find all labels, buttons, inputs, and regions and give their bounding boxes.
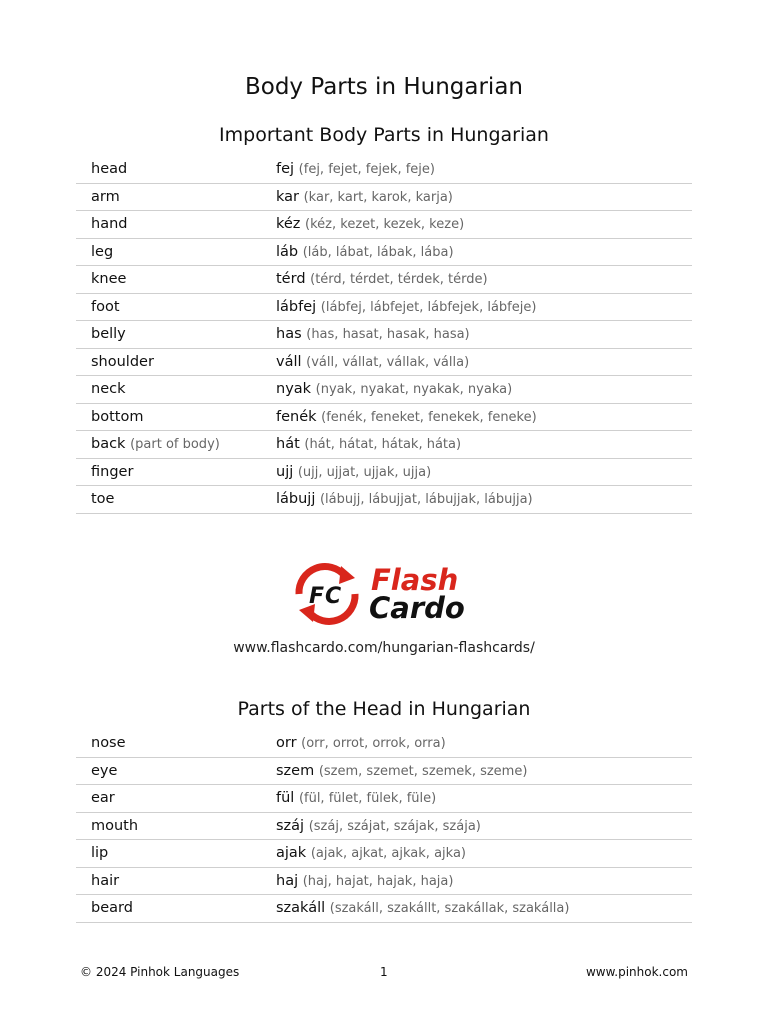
- english-word: hand: [91, 216, 128, 232]
- english-word: hair: [91, 872, 120, 889]
- hungarian-forms: (száj, szájat, szájak, szája): [308, 818, 481, 834]
- english-word: mouth: [91, 817, 139, 834]
- english-word: neck: [91, 381, 126, 397]
- page-title: Body Parts in Hungarian: [244, 74, 523, 100]
- english-cell: [91, 349, 154, 375]
- english-cell: [91, 321, 126, 347]
- english-word: ear: [91, 790, 115, 806]
- hungarian-word: lábujj: [276, 491, 316, 507]
- english-word: belly: [91, 326, 126, 342]
- table-row: [76, 895, 692, 923]
- english-word: lip: [91, 845, 109, 861]
- hungarian-word: haj: [276, 872, 299, 889]
- english-word: bottom: [91, 408, 144, 425]
- hungarian-forms: (szem, szemet, szemek, szeme): [318, 763, 528, 779]
- table-row: [76, 156, 692, 184]
- english-cell: [91, 459, 133, 485]
- english-cell: [91, 404, 143, 430]
- hungarian-forms: (haj, hajat, hajak, haja): [302, 873, 454, 889]
- hungarian-forms: (ujj, ujjat, ujjak, ujja): [297, 464, 432, 480]
- hungarian-forms: (has, hasat, hasak, hasa): [306, 327, 470, 342]
- hungarian-cell: [276, 730, 446, 757]
- footer-website[interactable]: www.pinhok.com: [585, 965, 688, 979]
- hungarian-word: szakáll: [276, 900, 326, 916]
- english-word: arm: [91, 188, 120, 205]
- english-word: back: [91, 436, 126, 452]
- hungarian-cell: [276, 294, 536, 321]
- hungarian-word: orr: [276, 735, 297, 751]
- flashcardo-arrows-icon: [289, 558, 365, 630]
- table-row: [76, 349, 692, 377]
- english-cell: [91, 376, 125, 402]
- table-row: [76, 486, 692, 514]
- hungarian-forms: (ajak, ajkat, ajkak, ajka): [310, 846, 466, 861]
- hungarian-word: has: [276, 326, 302, 342]
- table-row: [76, 266, 692, 294]
- table-row: [76, 294, 692, 322]
- english-word: head: [91, 161, 128, 177]
- english-word: shoulder: [91, 353, 154, 370]
- english-cell: [91, 266, 126, 292]
- hungarian-forms: (láb, lábat, lábak, lába): [302, 244, 454, 260]
- hungarian-word: térd: [276, 271, 306, 287]
- hungarian-word: kar: [276, 188, 299, 205]
- hungarian-forms: (hát, hátat, hátak, háta): [304, 437, 462, 452]
- logo-word-cardo: Cardo: [369, 591, 465, 625]
- flashcards-link[interactable]: www.flashcardo.com/hungarian-flashcards/: [233, 640, 535, 656]
- hungarian-forms: (térd, térdet, térdek, térde): [310, 272, 488, 287]
- hungarian-forms: (fenék, feneket, fenekek, feneke): [321, 409, 537, 425]
- hungarian-forms: (lábujj, lábujjat, lábujjak, lábujja): [319, 492, 533, 507]
- table-row: [76, 321, 692, 349]
- english-word: beard: [91, 900, 133, 916]
- hungarian-cell: [276, 211, 464, 238]
- english-word: foot: [91, 298, 120, 315]
- hungarian-word: ajak: [276, 845, 307, 861]
- hungarian-cell: [276, 404, 537, 431]
- hungarian-word: szem: [276, 762, 315, 779]
- hungarian-cell: [276, 459, 431, 486]
- hungarian-forms: (kéz, kezet, kezek, keze): [305, 217, 465, 232]
- hungarian-cell: [276, 266, 488, 293]
- english-cell: [91, 156, 127, 182]
- english-word: eye: [91, 762, 118, 779]
- table-row: [76, 840, 692, 868]
- english-cell: [91, 813, 138, 839]
- english-cell: [91, 758, 117, 784]
- english-word: toe: [91, 491, 115, 507]
- hungarian-forms: (nyak, nyakat, nyakak, nyaka): [315, 382, 513, 397]
- english-word: knee: [91, 271, 127, 287]
- english-cell: [91, 868, 119, 894]
- table-row: [76, 868, 692, 896]
- hungarian-cell: [276, 868, 453, 895]
- hungarian-cell: [276, 239, 454, 266]
- hungarian-cell: [276, 156, 435, 183]
- section-title-important: Important Body Parts in Hungarian: [219, 124, 549, 146]
- hungarian-cell: [276, 431, 461, 458]
- table-row: [76, 431, 692, 459]
- table-row: [76, 211, 692, 239]
- english-cell: [91, 785, 115, 811]
- vocab-table-head: [76, 730, 692, 923]
- hungarian-word: nyak: [276, 381, 312, 397]
- table-row: [76, 785, 692, 813]
- english-note: (part of body): [130, 437, 220, 452]
- hungarian-cell: [276, 349, 469, 376]
- table-row: [76, 239, 692, 267]
- english-cell: [91, 211, 127, 237]
- table-row: [76, 459, 692, 487]
- hungarian-forms: (váll, vállat, vállak, válla): [306, 354, 470, 370]
- english-cell: [91, 294, 120, 320]
- svg-text:C: C: [325, 584, 342, 609]
- footer-page-number: 1: [380, 965, 388, 979]
- english-cell: [91, 895, 133, 921]
- hungarian-forms: (fül, fület, fülek, füle): [298, 791, 437, 806]
- hungarian-word: fej: [276, 161, 295, 177]
- hungarian-forms: (orr, orrot, orrok, orra): [301, 736, 446, 751]
- hungarian-word: ujj: [276, 463, 294, 480]
- hungarian-cell: [276, 785, 436, 812]
- hungarian-cell: [276, 184, 453, 211]
- english-cell: [91, 840, 108, 866]
- hungarian-cell: [276, 895, 569, 922]
- table-row: [76, 758, 692, 786]
- table-row: [76, 376, 692, 404]
- vocab-table-important: [76, 156, 692, 514]
- table-row: [76, 813, 692, 841]
- table-row: [76, 184, 692, 212]
- english-cell: [91, 730, 126, 756]
- hungarian-forms: (szakáll, szakállt, szakállak, szakálla): [329, 901, 570, 916]
- english-cell: [91, 184, 120, 210]
- hungarian-word: láb: [276, 243, 299, 260]
- logo-word-flash: Flash: [371, 563, 459, 597]
- english-cell: [91, 486, 114, 512]
- hungarian-word: hát: [276, 436, 300, 452]
- english-cell: [91, 431, 220, 458]
- hungarian-cell: [276, 840, 466, 867]
- english-word: nose: [91, 735, 126, 751]
- hungarian-cell: [276, 321, 470, 348]
- hungarian-word: lábfej: [276, 298, 317, 315]
- section-title-head: Parts of the Head in Hungarian: [237, 698, 531, 720]
- svg-text:F: F: [309, 584, 325, 609]
- footer-copyright: © 2024 Pinhok Languages: [80, 965, 240, 979]
- hungarian-cell: [276, 813, 481, 840]
- hungarian-word: száj: [276, 817, 305, 834]
- hungarian-word: fül: [276, 790, 295, 806]
- hungarian-forms: (fej, fejet, fejek, feje): [298, 162, 435, 177]
- flashcardo-logo[interactable]: [289, 558, 479, 630]
- hungarian-cell: [276, 376, 512, 403]
- hungarian-cell: [276, 758, 527, 785]
- english-cell: [91, 239, 113, 265]
- english-word: finger: [91, 463, 134, 480]
- hungarian-forms: (kar, kart, karok, karja): [303, 189, 453, 205]
- english-word: leg: [91, 243, 114, 260]
- table-row: [76, 404, 692, 432]
- table-row: [76, 730, 692, 758]
- hungarian-forms: (lábfej, lábfejet, lábfejek, lábfeje): [320, 299, 537, 315]
- hungarian-word: fenék: [276, 408, 317, 425]
- hungarian-word: váll: [276, 353, 302, 370]
- hungarian-word: kéz: [276, 216, 301, 232]
- hungarian-cell: [276, 486, 533, 513]
